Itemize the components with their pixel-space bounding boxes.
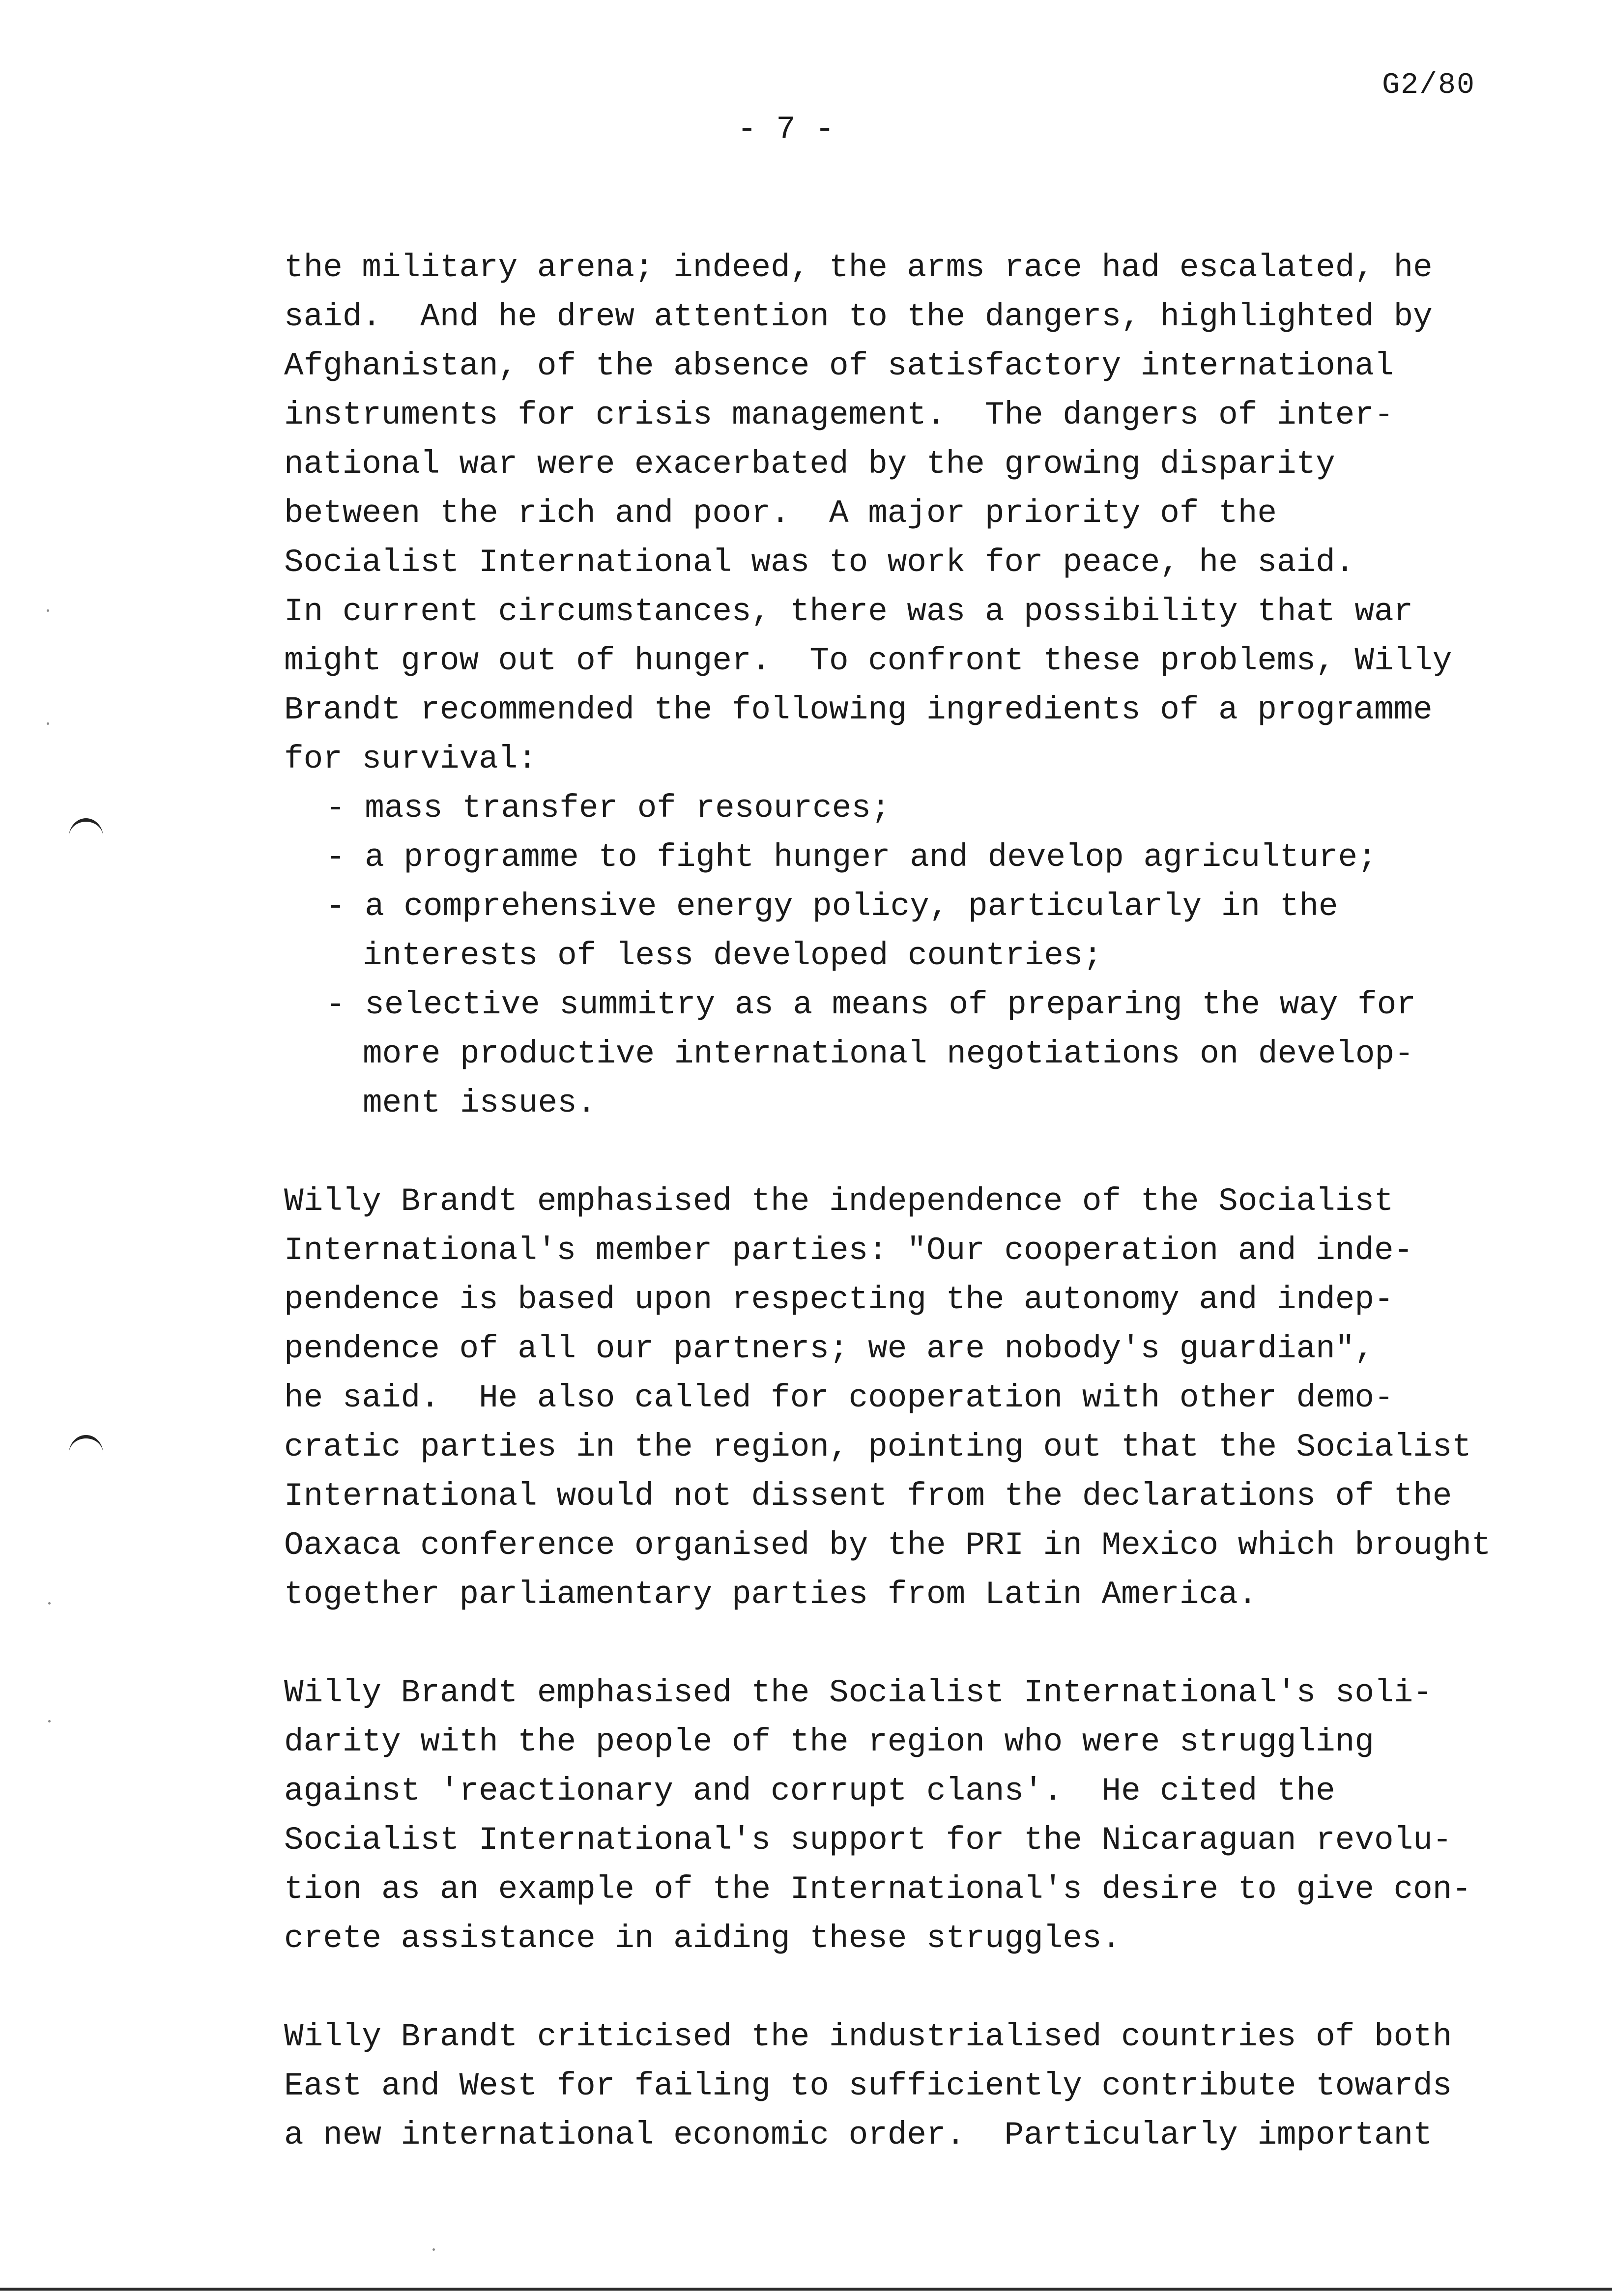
bullet-line: - a comprehensive energy policy, particularly in the xyxy=(326,888,1338,925)
margin-speck xyxy=(48,1602,51,1605)
punch-hole-mark xyxy=(69,1435,103,1473)
text-line: between the rich and poor. A major priority of the xyxy=(284,495,1277,532)
text-line: said. And he drew attention to the dangers, highlighted by xyxy=(284,298,1433,335)
paragraph xyxy=(284,2012,1523,2160)
text-line: Willy Brandt emphasised the independence of the Socialist xyxy=(284,1183,1394,1220)
text-line: Brandt recommended the following ingredients of a programme xyxy=(284,691,1433,728)
paragraph-gap xyxy=(284,1128,1523,1177)
page-number: - 7 - xyxy=(737,111,835,148)
bullet-line: - mass transfer of resources; xyxy=(326,790,891,827)
bullet-continuation-line: interests of less developed countries; xyxy=(363,937,1103,974)
text-line: for survival: xyxy=(284,741,537,777)
bullet-item xyxy=(284,784,1523,833)
text-line: cratic parties in the region, pointing out that the Socialist xyxy=(284,1429,1471,1465)
text-line: Afghanistan, of the absence of satisfactory international xyxy=(284,347,1394,384)
text-line: pendence is based upon respecting the autonomy and indep- xyxy=(284,1281,1394,1318)
margin-speck xyxy=(432,2248,435,2251)
text-line: International would not dissent from the declarations of the xyxy=(284,1478,1452,1515)
document-reference: G2/80 xyxy=(1382,69,1475,102)
bullet-line: - a programme to fight hunger and develop agriculture; xyxy=(326,839,1377,876)
paragraph-gap xyxy=(284,1619,1523,1668)
text-line: Socialist International's support for the Nicaraguan revolu- xyxy=(284,1822,1452,1859)
page-bottom-edge xyxy=(0,2288,1612,2291)
bullet-item xyxy=(284,833,1523,882)
text-line: International's member parties: "Our cooperation and inde- xyxy=(284,1232,1413,1269)
paragraph xyxy=(284,1177,1523,1619)
paragraph xyxy=(284,1668,1523,1963)
margin-speck xyxy=(47,722,49,725)
bullet-item xyxy=(284,980,1523,1128)
text-line: national war were exacerbated by the growing disparity xyxy=(284,446,1335,483)
paragraph-gap xyxy=(284,1963,1523,2012)
text-line: tion as an example of the International's desire to give con- xyxy=(284,1871,1471,1908)
bullet-continuation-line: more productive international negotiations on develop- xyxy=(363,1035,1414,1072)
text-line: might grow out of hunger. To confront these problems, Willy xyxy=(284,642,1452,679)
text-line: East and West for failing to sufficiently contribute towards xyxy=(284,2067,1452,2104)
paragraph xyxy=(284,243,1523,784)
punch-hole-mark xyxy=(69,818,103,856)
text-line: a new international economic order. Particularly important xyxy=(284,2117,1433,2153)
text-line: darity with the people of the region who were struggling xyxy=(284,1723,1374,1760)
text-line: In current circumstances, there was a possibility that war xyxy=(284,593,1413,630)
text-line: Oaxaca conference organised by the PRI in Mexico which brought xyxy=(284,1527,1491,1564)
text-line: instruments for crisis management. The dangers of inter- xyxy=(284,397,1394,433)
text-line: Willy Brandt emphasised the Socialist International's soli- xyxy=(284,1674,1433,1711)
bullet-item xyxy=(284,882,1523,980)
margin-speck xyxy=(48,1720,51,1722)
text-line: against 'reactionary and corrupt clans'. He cited the xyxy=(284,1773,1335,1809)
text-line: the military arena; indeed, the arms race had escalated, he xyxy=(284,249,1433,286)
text-line: together parliamentary parties from Latin America. xyxy=(284,1576,1258,1613)
text-line: Willy Brandt criticised the industrialised countries of both xyxy=(284,2018,1452,2055)
margin-speck xyxy=(47,609,49,612)
bullet-continuation-line: ment issues. xyxy=(363,1085,597,1121)
text-line: Socialist International was to work for peace, he said. xyxy=(284,544,1355,581)
bullet-line: - selective summitry as a means of preparing the way for xyxy=(326,986,1416,1023)
bullet-list xyxy=(284,784,1523,1128)
text-line: pendence of all our partners; we are nobody's guardian", xyxy=(284,1330,1374,1367)
text-line: crete assistance in aiding these struggles. xyxy=(284,1920,1122,1957)
text-line: he said. He also called for cooperation with other demo- xyxy=(284,1379,1394,1416)
document-body xyxy=(284,243,1523,2160)
